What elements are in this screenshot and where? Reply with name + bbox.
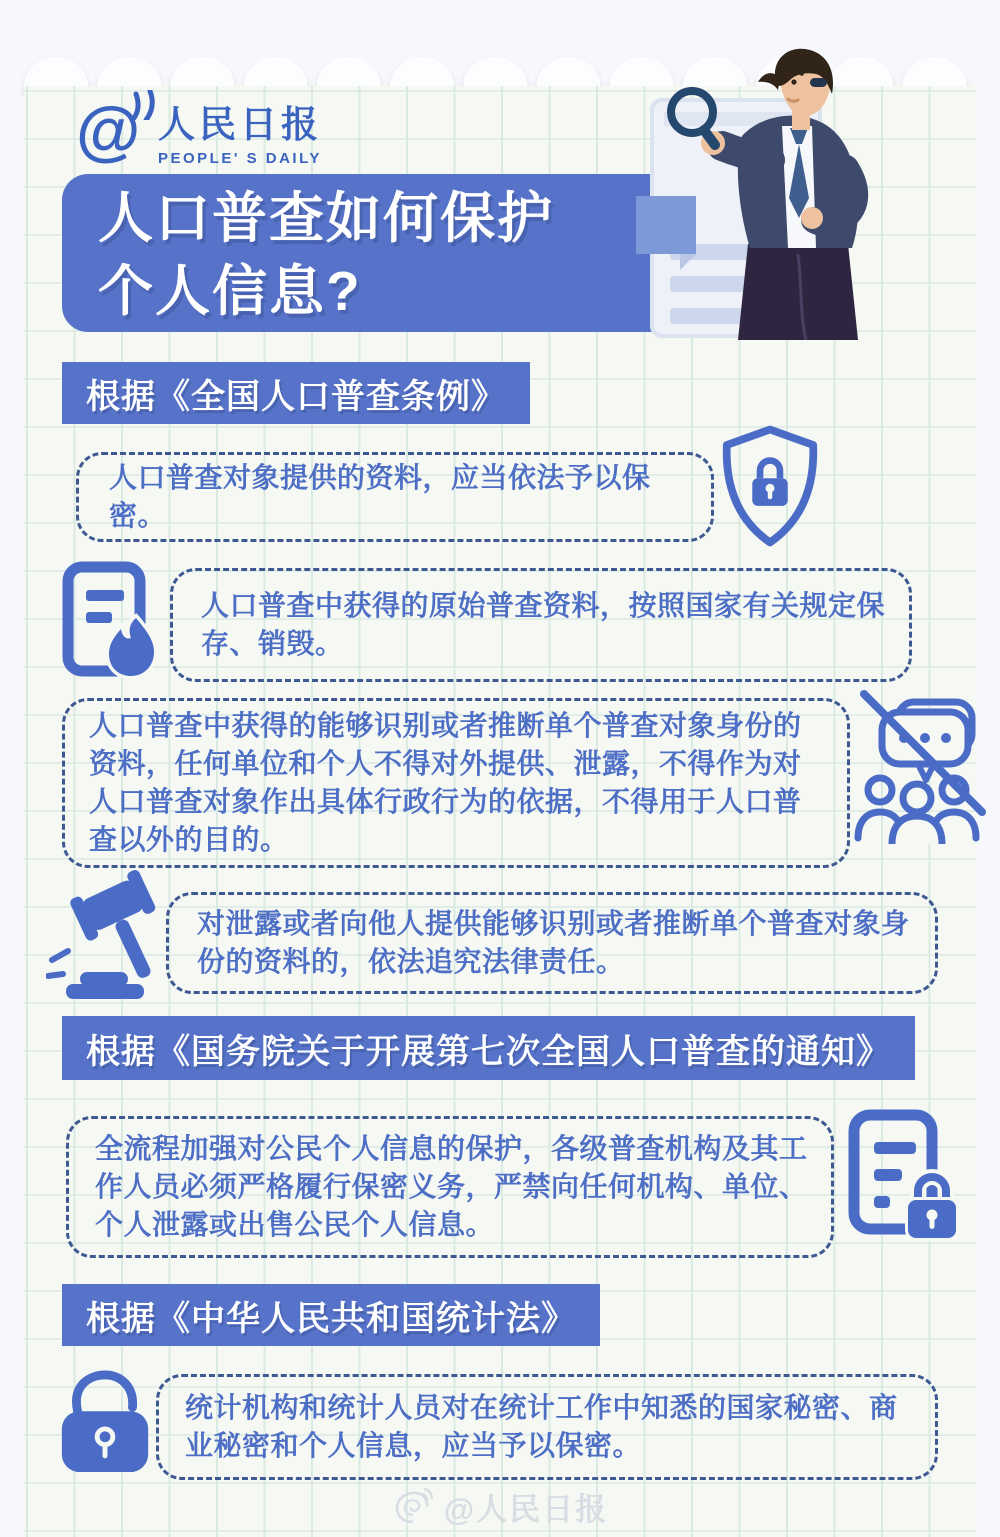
section-header-regulation: 根据《全国人口普查条例》 <box>62 362 530 424</box>
document-burn-icon <box>58 560 166 682</box>
at-symbol: @ <box>76 93 141 167</box>
watermark-text: @人民日报 <box>443 1492 609 1527</box>
document-lock-icon <box>846 1108 958 1246</box>
footer-watermark <box>0 1484 1000 1529</box>
rule-text-storage: 人口普查中获得的原始普查资料，按照国家有关规定保存、销毁。 <box>201 590 886 659</box>
rule-text-liability: 对泄露或者向他人提供能够识别或者推断单个普查对象身份的资料的，依法追究法律责任。 <box>197 908 910 977</box>
signal-waves-icon <box>128 90 162 120</box>
rule-card-protection <box>66 1116 834 1258</box>
rule-card-secrecy <box>156 1374 938 1480</box>
no-disclosure-icon <box>846 686 988 844</box>
rule-card-liability <box>166 892 938 994</box>
gavel-icon <box>46 868 182 1002</box>
section-header-notice: 根据《国务院关于开展第七次全国人口普查的通知》 <box>62 1016 915 1080</box>
census-illustration <box>630 48 898 340</box>
brand-name-en: PEOPLE' S DAILY <box>158 149 322 167</box>
rule-text-secrecy: 统计机构和统计人员对在统计工作中知悉的国家秘密、商业秘密和个人信息，应当予以保密。 <box>185 1392 898 1461</box>
title-card <box>62 174 714 332</box>
title-line-1: 人口普查如何保护 <box>98 187 555 249</box>
brand-name-cn: 人民日报 <box>158 103 322 145</box>
rule-text-no-disclosure: 人口普查中获得的能够识别或者推断单个普查对象身份的资料，任何单位和个人不得对外提供、泄露，不得作为对人口普查对象作出具体行政行为的依据，不得用于人口普查以外的目的。 <box>89 710 802 855</box>
padlock-icon <box>54 1370 156 1478</box>
brand-name-block <box>158 94 322 167</box>
rule-text-protection: 全流程加强对公民个人信息的保护，各级普查机构及其工作人员必须严格履行保密义务，严禁向任何机构、单位、个人泄露或出售公民个人信息。 <box>95 1133 808 1240</box>
rule-card-confidential <box>76 452 714 542</box>
peoples-daily-logo <box>76 88 322 172</box>
rule-card-storage <box>170 568 912 682</box>
at-logo-icon <box>76 88 154 172</box>
section-header-statistics-law: 根据《中华人民共和国统计法》 <box>62 1284 600 1346</box>
title-line-2: 个人信息? <box>98 260 362 322</box>
shield-lock-icon <box>714 424 826 548</box>
weibo-icon <box>392 1486 434 1528</box>
rule-text-confidential: 人口普查对象提供的资料，应当依法予以保密。 <box>109 462 651 531</box>
rule-card-no-disclosure <box>62 698 850 868</box>
